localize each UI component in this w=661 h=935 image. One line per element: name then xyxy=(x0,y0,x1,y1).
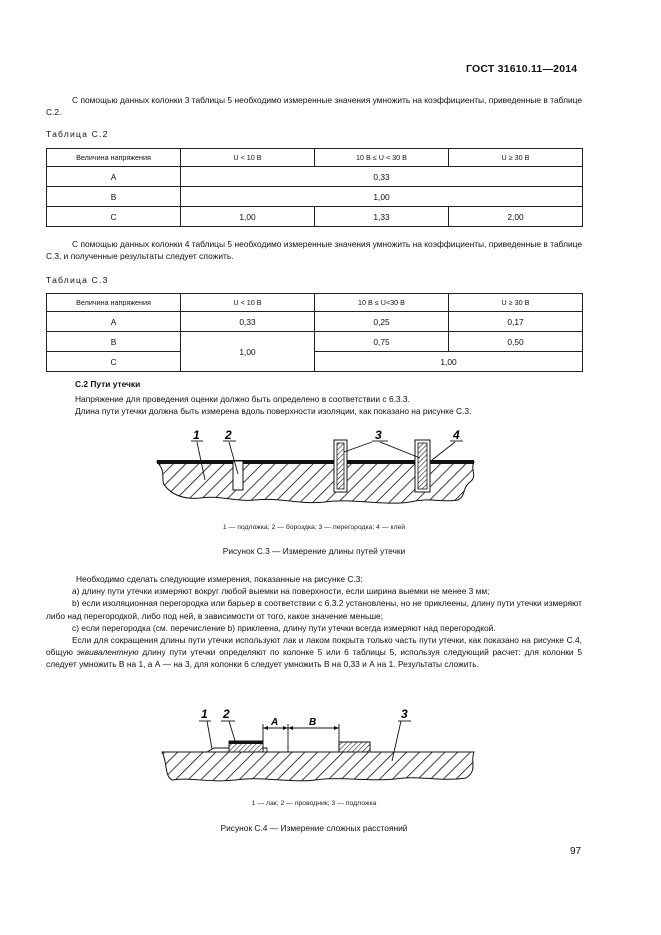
lacquer-paragraph xyxy=(46,634,582,671)
page-number: 97 xyxy=(570,846,582,857)
figure-c3-label-2: 2 xyxy=(225,428,232,442)
standard-header: ГОСТ 31610.11—2014 xyxy=(466,63,578,75)
conductor-left-cap xyxy=(229,741,263,744)
table-cell: 0,75 xyxy=(315,332,449,352)
substrate-c4 xyxy=(162,752,474,781)
barrier-right-fill xyxy=(418,443,427,489)
figure-c4-label-1: 1 xyxy=(201,707,208,721)
table-cell: 0,33 xyxy=(181,167,583,187)
measurement-item-c: c) если перегородка (см. перечисление b) приклеена, длину пути утечки всегда измеряют над перегородкой. xyxy=(72,622,496,633)
measurements-intro: Необходимо сделать следующие измерения, показанные на рисунке С.3: xyxy=(76,574,363,584)
figure-c3-caption: Рисунок С.3 — Измерение длины путей утечки xyxy=(222,546,406,556)
header-cell: U ≥ 30 В xyxy=(449,294,583,312)
row-label: С xyxy=(47,207,181,227)
table-cell: 1,00 xyxy=(181,187,583,207)
figure-c4-legend: 1 — лак; 2 — проводник; 3 — подложка xyxy=(251,800,377,807)
measurement-item-a: a) длину пути утечки измеряют вокруг любой выемки на поверхности, если ширина выемки не менее 3 мм; xyxy=(72,586,490,597)
table-cell: 1,00 xyxy=(181,207,315,227)
row-label: С xyxy=(47,352,181,372)
row-label: А xyxy=(47,312,181,332)
paragraph-c3-intro: С помощью данных колонки 4 таблицы 5 необходимо измеренные значения умножить на коэффициенты, приведенные в таблице С.3, и полученные результаты следует сложить. xyxy=(46,239,582,262)
lacquer-paragraph-end: длину пути утечки определяют по колонке 5 или 6 таблицы 5, используя следующий расчет: для колонки 5 следует умножить В на 1, а А — на 3, для колонки 6 следует умножить В на 0,33 и А на 1. Результаты сложить. xyxy=(46,647,582,670)
section-c2-paragraph-2: Длина пути утечки должна быть измерена вдоль поверхности изоляции, как показано на рисунке С.3. xyxy=(75,406,472,416)
table-c2-caption: Таблица С.2 xyxy=(46,129,109,139)
header-cell: Величина напряжения xyxy=(47,149,181,167)
header-cell: 10 В ≤ U < 30 В xyxy=(315,149,449,167)
figure-c3-label-1: 1 xyxy=(193,428,200,442)
figure-c4-label-3: 3 xyxy=(401,707,408,721)
table-cell: 1,33 xyxy=(315,207,449,227)
header-cell: Величина напряжения xyxy=(47,294,181,312)
table-c3-caption: Таблица С.3 xyxy=(46,275,109,285)
table-cell: 0,50 xyxy=(449,332,583,352)
figure-c3-label-4: 4 xyxy=(453,428,460,442)
row-label: В xyxy=(47,332,181,352)
row-label: В xyxy=(47,187,181,207)
groove xyxy=(233,461,243,490)
measurements-block xyxy=(46,573,582,671)
table-cell: 1,00 xyxy=(181,332,315,372)
figure-c4-caption: Рисунок С.4 — Измерение сложных расстояний xyxy=(220,823,408,833)
header-cell: U ≥ 30 В xyxy=(449,149,583,167)
conductor-right xyxy=(339,742,370,752)
table-cell: 2,00 xyxy=(449,207,583,227)
dimension-b-label: B xyxy=(309,717,317,728)
barrier-left-fill xyxy=(337,443,344,489)
paragraph-c2-intro: С помощью данных колонки 3 таблицы 5 необходимо измеренные значения умножить на коэффициенты, приведенные в таблице С.2. xyxy=(46,95,582,118)
header-cell: U < 10 В xyxy=(181,294,315,312)
header-cell: 10 В ≤ U<30 В xyxy=(315,294,449,312)
table-cell: 1,00 xyxy=(315,352,583,372)
section-c2-paragraph-1: Напряжение для проведения оценки должно быть определено в соответствии с 6.3.3. xyxy=(75,394,410,404)
row-label: А xyxy=(47,167,181,187)
figure-c4-label-2: 2 xyxy=(223,707,230,721)
figure-c3-legend: 1 — подложка; 2 — бороздка; 3 — перегородка; 4 — клей xyxy=(222,524,406,531)
section-c2-title: С.2 Пути утечки xyxy=(75,379,141,389)
table-cell: 0,25 xyxy=(315,312,449,332)
header-cell: U < 10 В xyxy=(181,149,315,167)
table-cell: 0,17 xyxy=(449,312,583,332)
dimension-a-label: A xyxy=(271,717,279,728)
figure-c3-label-3: 3 xyxy=(375,428,382,442)
lacquer-paragraph-start: Если для сокращения длины пути утечки используют лак и лаком покрыта только часть пути утечки, как показано на рисунке С.4, общую xyxy=(46,635,582,658)
table-cell: 0,33 xyxy=(181,312,315,332)
measurement-item-b: b) если изоляционная перегородка или барьер в соответствии с 6.3.2 установлены, но не приклеены, длину пути утечки измеряют либо над перегородкой, либо под ней, в зависимости от того, какое значение меньше; xyxy=(46,598,582,621)
lacquer-paragraph-emphasis: эквивалентную xyxy=(76,647,139,658)
